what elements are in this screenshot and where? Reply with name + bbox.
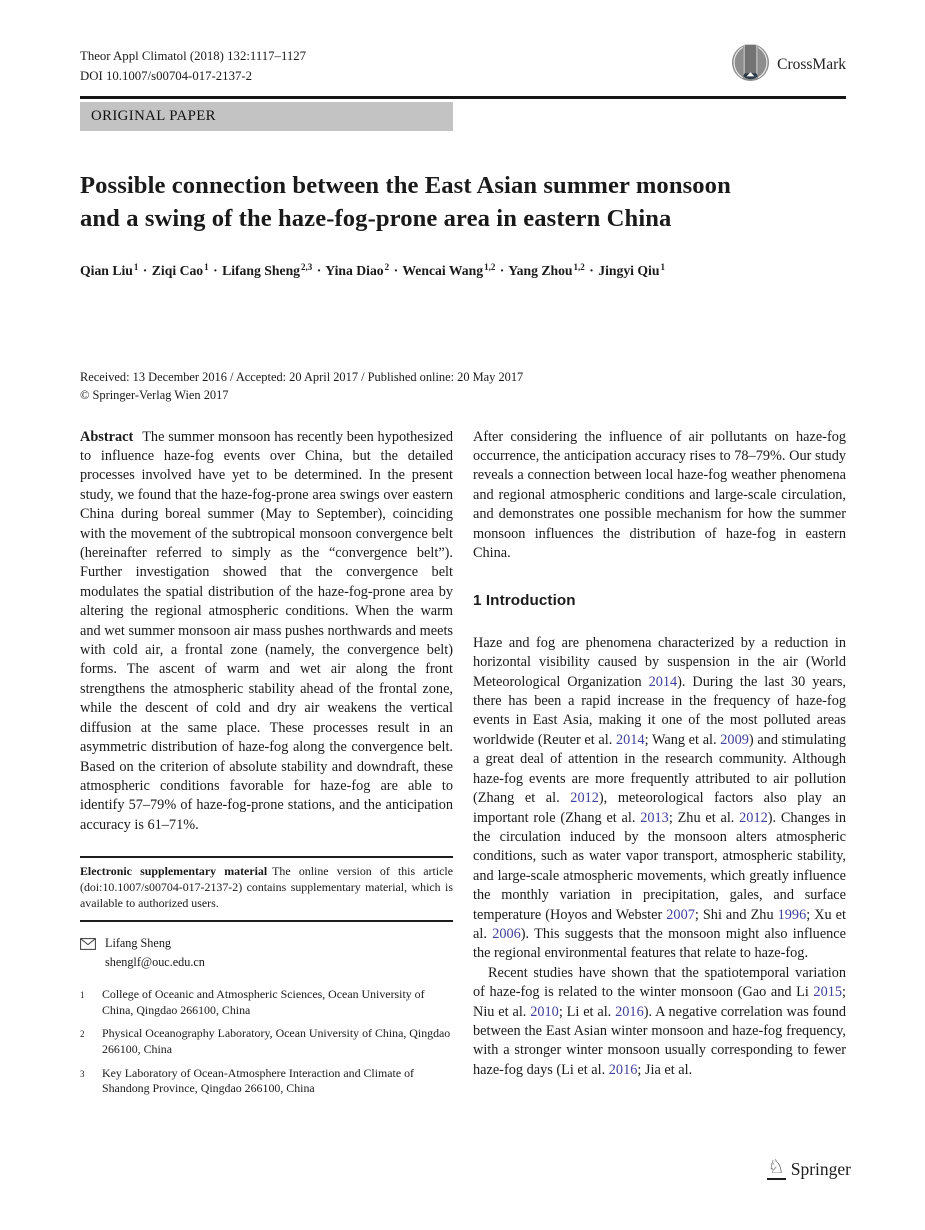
crossmark-label: CrossMark xyxy=(777,56,846,73)
right-column xyxy=(473,428,846,1105)
affiliation-number: 3 xyxy=(80,1068,85,1079)
author-separator-dot: · xyxy=(313,263,322,279)
author-separator-dot: · xyxy=(496,263,505,279)
corresponding-author-email[interactable]: shenglf@ouc.edu.cn xyxy=(105,955,205,970)
citation-year-link[interactable]: 2006 xyxy=(492,925,521,942)
text-segment: ; Xu et al. xyxy=(473,906,846,942)
author-affiliation-superscript: 1,2 xyxy=(484,261,496,272)
author-name: Qian Liu$^1$ · xyxy=(80,261,148,279)
esm-text: The online version of this article (doi:10.1007/s00704-017-2137-2) contains supplementary material, which is available to authorized users. xyxy=(80,864,453,910)
abstract-paragraph xyxy=(80,428,453,836)
affiliation-number: 1 xyxy=(80,989,85,1000)
article-title-line2: and a swing of the haze-fog-prone area in eastern China xyxy=(80,205,672,233)
citation-year-link[interactable]: 1996 xyxy=(777,906,807,923)
text-segment: ; Wang et al. xyxy=(644,731,721,748)
text-segment: Haze and fog are phenomena characterized by a reduction in horizontal visibility caused by suspension in the air (World Meteorological Organization xyxy=(473,634,846,690)
header-rule xyxy=(80,96,846,99)
author-affiliation-superscript: 1 xyxy=(133,261,139,272)
abstract-label: Abstract xyxy=(80,428,134,445)
two-column-body xyxy=(80,428,846,1105)
journal-reference: Theor Appl Climatol (2018) 132:1117–1127 xyxy=(80,49,307,63)
text-segment: ) and stimulating a great deal of attention in the research community. Although haze-fog events are more frequently attributed to air pollution (Zhang et al. xyxy=(473,731,846,807)
citation-year-link[interactable]: 2016 xyxy=(608,1061,638,1078)
author-separator-dot: · xyxy=(139,263,148,279)
citation-year-link[interactable]: 2010 xyxy=(530,1003,559,1020)
text-segment: ; Jia et al. xyxy=(637,1061,693,1078)
springer-knight-icon: ♘ xyxy=(767,1157,785,1178)
article-title-line1: Possible connection between the East Asian summer monsoon xyxy=(80,172,731,199)
author-affiliation-superscript: 1 xyxy=(660,261,665,272)
esm-label: Electronic supplementary material xyxy=(80,864,268,879)
citation-year-link[interactable]: 2014 xyxy=(616,731,645,748)
citation-year-link[interactable]: 2016 xyxy=(615,1003,644,1020)
author-list xyxy=(80,260,860,283)
left-column xyxy=(80,428,453,1105)
author-affiliation-superscript: 1 xyxy=(204,261,209,272)
corresponding-author-name: Lifang Sheng xyxy=(105,935,172,950)
citation-year-link[interactable]: 2012 xyxy=(570,790,599,807)
author-name: Lifang Sheng$^{2,3}$ · xyxy=(222,261,322,279)
author-affiliation-superscript: 2,3 xyxy=(301,261,313,272)
page-footer xyxy=(767,1158,851,1180)
affiliation-text: Physical Oceanography Laboratory, Ocean University of China, Qingdao 266100, China xyxy=(102,1026,451,1056)
text-segment: ), meteorological factors also play an important role (Zhang et al. xyxy=(473,790,846,826)
citation-year-link[interactable]: 2014 xyxy=(648,673,678,690)
masthead xyxy=(80,0,846,87)
doi-line: DOI 10.1007/s00704-017-2137-2 xyxy=(80,68,253,83)
article-title xyxy=(80,169,846,236)
supplementary-material-note xyxy=(80,856,453,922)
crossmark-icon xyxy=(731,43,770,87)
citation-year-link[interactable]: 2007 xyxy=(666,906,695,923)
section-heading-introduction: 1 Introduction xyxy=(473,592,576,610)
text-segment: ; Shi and Zhu xyxy=(694,906,778,923)
affiliation-text: Key Laboratory of Ocean-Atmosphere Interaction and Climate of Shandong Province, Qingdao 266100, China xyxy=(102,1065,415,1096)
citation-year-link[interactable]: 2009 xyxy=(720,731,749,748)
text-segment: ; Zhu et al. xyxy=(668,809,740,826)
text-segment: ; Li et al. xyxy=(558,1003,616,1020)
springer-logo xyxy=(767,1158,851,1180)
author-name: Yang Zhou$^{1,2}$ · xyxy=(508,261,594,279)
author-name: Jingyi Qiu$^1$ xyxy=(598,261,665,279)
author-separator-dot: · xyxy=(209,263,218,279)
correspondence-block xyxy=(80,935,453,971)
abstract-text-part1: The summer monsoon has recently been hypothesized to influence haze-fog events over China, but the detailed processes involved have yet to be determined. In the present study, we found that the haze-fog-prone area swings over eastern China during boreal summer (May to September), coinciding with the movement of the subtropical monsoon convergence belt (hereinafter referred to simply as the “convergence belt”). Further investigation showed that the convergence belt modulates the spatial distribution of the haze-fog-prone area by altering the regional atmospheric conditions. When the warm and wet summer monsoon air mass pushes northwards and meets with cold air, a frontal zone (namely, the convergence belt) forms. The ascent of warm and wet air along the front strengthens the atmospheric stability ahead of the frontal zone, while the descent of cold and dry air weakens the vertical diffusion at the same place. These processes result in an asymmetric distribution of haze-fog along the convergence belt. Based on the criterion of absolute stability and downdraft, these atmospheric conditions favorable for haze-fog are able to identify 57–79% of haze-fog-prone stations, and the anticipation accuracy is 61–71%. xyxy=(80,428,453,833)
text-segment: Recent studies have shown that the spatiotemporal variation of haze-fog is related to the winter monsoon (Gao and Li xyxy=(473,964,846,1001)
affiliation-item xyxy=(80,1026,453,1057)
text-segment: ). A negative correlation was found between the East Asian winter monsoon and haze-fog frequency, with a stronger winter monsoon usually corresponding to fewer haze-fog days (Li et al. xyxy=(473,1003,847,1078)
affiliation-item xyxy=(80,1066,453,1097)
crossmark-badge[interactable] xyxy=(731,43,846,87)
text-segment: ; Niu et al. xyxy=(473,984,846,1020)
affiliation-list xyxy=(80,987,453,1097)
introduction-paragraph-2 xyxy=(473,964,846,1080)
citation-year-link[interactable]: 2012 xyxy=(739,809,768,826)
author-separator-dot: · xyxy=(585,263,594,279)
citation-year-link[interactable]: 2015 xyxy=(813,984,843,1001)
envelope-icon xyxy=(80,938,96,955)
journal-meta xyxy=(80,47,306,87)
author-affiliation-superscript: 1,2 xyxy=(573,261,585,272)
introduction-paragraph-1 xyxy=(473,634,846,964)
copyright-line: © Springer-Verlag Wien 2017 xyxy=(80,387,229,402)
affiliation-number: 2 xyxy=(80,1029,85,1040)
article-category-banner: ORIGINAL PAPER xyxy=(80,102,453,131)
text-segment: ). This suggests that the monsoon might also influence the regional environmental features that relate to haze-fog. xyxy=(473,925,846,962)
text-segment: ). During the last 30 years, there has been a rapid increase in the frequency of haze-fog events in East Asia, making it one of the most polluted areas worldwide (Reuter et al. xyxy=(473,673,846,748)
affiliation-text: College of Oceanic and Atmospheric Sciences, Ocean University of China, Qingdao 266100, China xyxy=(102,986,425,1017)
citation-year-link[interactable]: 2013 xyxy=(640,809,669,826)
publication-dates xyxy=(80,369,846,405)
author-affiliation-superscript: 2 xyxy=(384,261,390,272)
author-separator-dot: · xyxy=(390,263,399,279)
received-accepted-line: Received: 13 December 2016 / Accepted: 20 April 2017 / Published online: 20 May 2017 xyxy=(80,369,524,384)
springer-brand-label: Springer xyxy=(790,1159,851,1179)
affiliation-item xyxy=(80,987,453,1018)
abstract-paragraph-continued: After considering the influence of air pollutants on haze-fog occurrence, the anticipation accuracy rises to 78–79%. Our study reveals a connection between local haze-fog weather phenomena and regional atmospheric conditions and large-scale circulation, and demonstrates one possible mechanism for how the summer monsoon influences the distribution of haze-fog in eastern China. xyxy=(473,428,846,562)
author-name: Wencai Wang$^{1,2}$ · xyxy=(402,261,505,279)
author-name: Yina Diao$^2$ · xyxy=(325,261,399,279)
author-name: Ziqi Cao$^1$ · xyxy=(151,261,218,279)
text-segment: ). Changes in the circulation induced by the monsoon alters atmospheric conditions, such as water vapor transport, atmospheric stability, and large-scale atmospheric movements, which greatly influence the monthly variation in precipitation, gales, and surface temperature (Hoyos and Webster xyxy=(473,809,847,923)
